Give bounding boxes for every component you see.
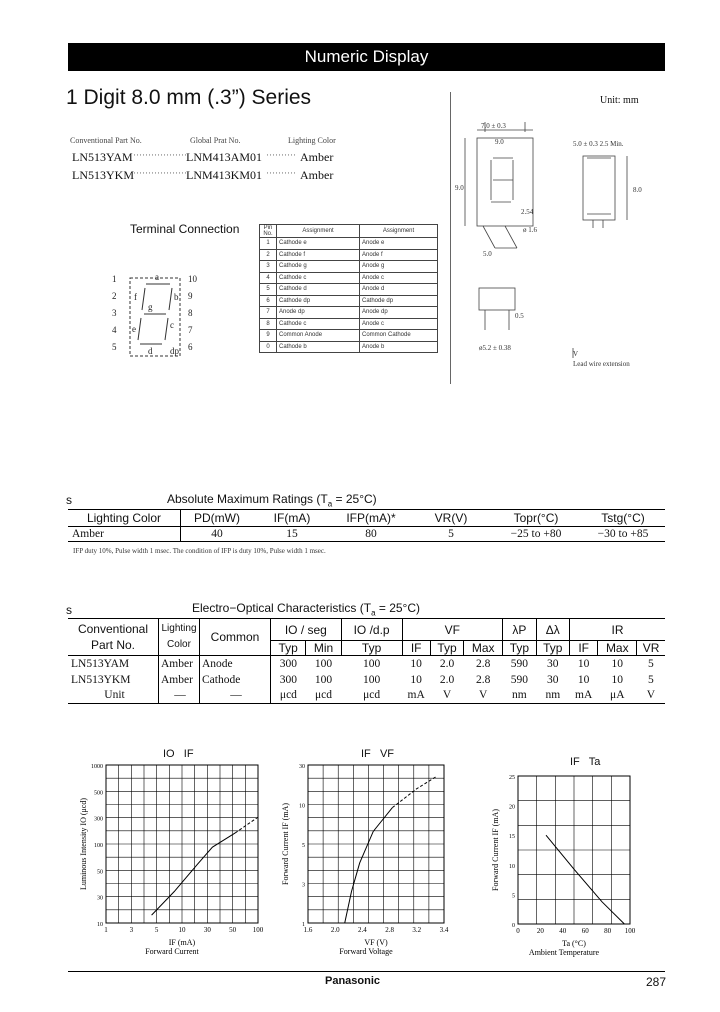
part-conventional: LN513YAM (72, 150, 133, 164)
brand-logo: Panasonic (325, 975, 381, 987)
x-tick-label: 3.2 (412, 926, 422, 934)
svg-text:9: 9 (188, 291, 193, 301)
x-tick-label: 80 (604, 927, 612, 935)
chart3-title: IF Ta (570, 756, 601, 768)
amr-prefix: s (66, 493, 72, 507)
svg-text:0.5: 0.5 (515, 312, 524, 320)
x-axis-symbol: VF (V) (364, 938, 388, 947)
y-tick-label: 5 (512, 893, 515, 900)
eoc-title: Electro−Optical Characteristics $(T_a = 25^\circ C)$ (192, 601, 420, 618)
series-line (546, 835, 624, 924)
part-color: Amber (300, 168, 334, 182)
svg-text:9.0: 9.0 (455, 184, 464, 192)
x-tick-label: 100 (252, 926, 264, 934)
svg-text:6: 6 (188, 342, 193, 352)
x-tick-label: 0 (516, 927, 520, 935)
x-axis-symbol: Ta (°C) (562, 939, 586, 948)
x-tick-label: 1 (104, 926, 108, 934)
x-tick-label: 2.8 (385, 926, 394, 934)
svg-text:10: 10 (188, 274, 197, 284)
terminal-title: Terminal Connection (130, 222, 240, 236)
y-tick-label: 10 (299, 803, 305, 810)
banner: Numeric Display (68, 43, 665, 71)
part-conventional: LN513YKM (72, 168, 134, 182)
part-header-global: Global Prat No. (190, 136, 241, 145)
x-tick-label: 5 (154, 926, 159, 934)
svg-text:9.0: 9.0 (495, 138, 504, 146)
y-tick-label: 300 (94, 816, 103, 823)
svg-text:5.0 ± 0.3 2.5 Min.: 5.0 ± 0.3 2.5 Min. (573, 140, 624, 148)
terminal-row: 7 Anode dp Anode dp (260, 307, 438, 319)
amr-table: Lighting Color PD(mW) IF(mA) IFP(mA)* VR(V) Topr(°C) Tstg(°C) Amber 40 15 80 5 −25 to +80 −30 to +85 (68, 509, 665, 542)
eoc-row: Unit — — μcd μcd μcd mA V V nm nm mA μA V (68, 688, 665, 704)
eoc-prefix: s (66, 603, 72, 617)
x-tick-label: 50 (229, 926, 237, 934)
part-header-conventional: Conventional Part No. (70, 136, 142, 145)
y-tick-label: 10 (509, 863, 515, 870)
y-tick-label: 30 (97, 895, 103, 902)
y-tick-label: 3 (302, 882, 305, 889)
y-tick-label: 500 (94, 790, 103, 797)
x-axis-label: Forward Voltage (339, 947, 393, 956)
x-tick-label: 3.4 (439, 926, 449, 934)
y-axis-label: Luminous Intensity IO (μcd) (79, 797, 88, 891)
y-tick-label: 100 (94, 843, 103, 849)
x-tick-label: 3 (129, 926, 134, 934)
footer-rule (68, 971, 665, 972)
segment-schematic (108, 268, 203, 360)
seg-label-dp: dp (170, 346, 179, 356)
terminal-row: 2 Cathode f Anode f (260, 249, 438, 261)
part-global: LNM413AM01 (186, 150, 263, 164)
seg-label-b: b (174, 292, 179, 302)
terminal-table: Pin No. Assignment Assignment 1 Cathode e Anode e 2 Cathode f Anode f 3 Cathode g Anode g 4 Cathode c Anode c 5 Cathode d Anode d 6 Cathode dp Cathode dp 7 Anode dp Anode dp 8 Cathode c Anode c 9 Common Anode Common Cathode 0 Cathode b Anode b (259, 224, 438, 353)
series-line-dashed (392, 776, 437, 808)
x-axis-label: Ambient Temperature (528, 948, 600, 957)
x-tick-label: 1.6 (303, 926, 313, 934)
seg-label-d: d (148, 346, 153, 356)
x-tick-label: 60 (581, 927, 589, 935)
seg-label-f: f (134, 292, 137, 302)
page-number: 287 (646, 975, 667, 989)
part-color: Amber (300, 150, 334, 164)
terminal-row: 0 Cathode b Anode b (260, 341, 438, 353)
part-header-color: Lighting Color (288, 136, 336, 145)
terminal-row: 9 Common Anode Common Cathode (260, 330, 438, 342)
seg-label-e: e (132, 324, 136, 334)
divider (450, 92, 451, 384)
svg-text:5: 5 (112, 342, 117, 352)
y-tick-label: 10 (97, 922, 103, 928)
chart2 (282, 760, 462, 960)
x-tick-label: 2.4 (358, 926, 367, 934)
svg-text:8: 8 (188, 308, 193, 318)
svg-text:Lead wire extension: Lead wire extension (573, 360, 630, 368)
terminal-row: 8 Cathode c Anode c (260, 318, 438, 330)
terminal-row: 5 Cathode d Anode d (260, 284, 438, 296)
y-axis-label: Forward Current IF (mA) (281, 803, 290, 885)
svg-text:4: 4 (112, 325, 117, 335)
y-tick-label: 50 (97, 869, 103, 876)
dimension-drawing (455, 118, 665, 373)
y-tick-label: 1000 (91, 764, 103, 770)
svg-text:8.0: 8.0 (633, 186, 642, 194)
eoc-row: LN513YAM Amber Anode 300 100 100 10 2.0 2.8 590 30 10 10 5 (68, 656, 665, 672)
svg-text:3: 3 (112, 308, 117, 318)
x-tick-label: 30 (203, 926, 211, 934)
svg-text:ø5.2 ± 0.38: ø5.2 ± 0.38 (479, 344, 511, 352)
y-tick-label: 25 (509, 775, 515, 781)
svg-text:1: 1 (112, 274, 117, 284)
y-tick-label: 30 (299, 764, 305, 770)
svg-text:2: 2 (112, 291, 117, 301)
svg-text:ø 1.6: ø 1.6 (523, 226, 537, 234)
svg-text:5.0: 5.0 (483, 250, 492, 258)
chart3 (484, 768, 674, 960)
amr-note: IFP duty 10%, Pulse width 1 msec. The condition of IFP is duty 10%, Pulse width 1 msec. (73, 547, 326, 555)
svg-text:2.54: 2.54 (521, 208, 534, 216)
y-tick-label: 15 (509, 834, 515, 841)
x-tick-label: 10 (178, 926, 186, 934)
terminal-row: 1 Cathode e Anode e (260, 238, 438, 250)
x-tick-label: 20 (536, 927, 544, 935)
x-tick-label: 100 (624, 927, 636, 935)
series-line (152, 833, 236, 915)
amr-title: Absolute Maximum Ratings $(T_a = 25^\circ C)$ (167, 492, 377, 509)
seg-label-c: c (170, 320, 174, 330)
y-tick-label: 1 (302, 922, 305, 928)
series-title: 1 Digit 8.0 mm (.3”) Series (66, 86, 312, 109)
y-tick-label: 20 (509, 804, 515, 811)
y-axis-label: Forward Current IF (mA) (491, 809, 500, 891)
svg-text:V: V (573, 350, 579, 358)
part-global: LNM413KM01 (186, 168, 263, 182)
chart1-title: IO IF (163, 748, 194, 760)
terminal-row: 4 Cathode c Anode c (260, 272, 438, 284)
svg-text:7: 7 (188, 325, 193, 335)
svg-text:7.0 ± 0.3: 7.0 ± 0.3 (481, 122, 506, 130)
chart2-title: IF VF (361, 748, 395, 760)
eoc-table: Conventional Part No. Lighting Color Common IO / seg IO /d.p VF λP Δλ IR Typ Min Typ IF Typ Max Typ Typ IF Max VR LN513YAM Amber Anode 300 100 100 10 2.0 2.8 590 30 10 10 5 LN513YKM Amber Cathode 300 100 100 10 2.0 2.8 590 30 10 10 5 Unit — — μcd μcd μcd mA V V nm nm mA μA V (68, 618, 665, 704)
x-tick-label: 2.0 (330, 926, 340, 934)
chart1 (72, 760, 272, 960)
y-tick-label: 5 (302, 843, 305, 849)
eoc-row: LN513YKM Amber Cathode 300 100 100 10 2.0 2.8 590 30 10 10 5 (68, 672, 665, 688)
seg-label-a: a (155, 272, 159, 282)
x-axis-label: Forward Current (145, 947, 199, 956)
x-axis-symbol: IF (mA) (168, 938, 196, 947)
terminal-row: 3 Cathode g Anode g (260, 261, 438, 273)
unit-label: Unit: mm (600, 95, 639, 106)
terminal-row: 6 Cathode dp Cathode dp (260, 295, 438, 307)
y-tick-label: 0 (512, 923, 515, 929)
x-tick-label: 40 (559, 927, 567, 935)
seg-label-g: g (148, 302, 153, 312)
